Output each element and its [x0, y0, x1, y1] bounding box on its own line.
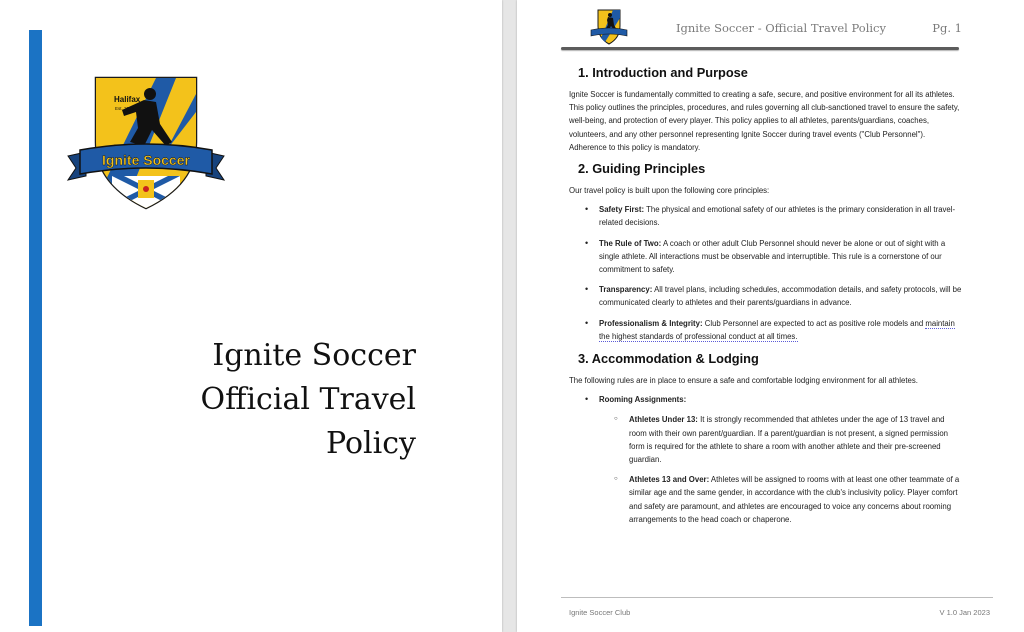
list-item — [599, 237, 964, 277]
cover-title — [96, 334, 416, 466]
header-title: Ignite Soccer - Official Travel Policy — [676, 21, 886, 35]
rooming-sublist — [599, 413, 964, 526]
cover-accent-bar — [29, 30, 42, 626]
item-text: It is strongly recommended that athletes under the age of 13 travel and room with their own parent/guardian. If a parent/guardian is not present, a signed permission form is required for the athlete to share a room with another athlete and their pre-screened guardian. — [629, 415, 948, 465]
crest-banner-text: Ignite Soccer — [102, 152, 190, 168]
principles-intro: Our travel policy is built upon the following core principles: — [569, 186, 770, 196]
item-label: Professionalism & Integrity: — [599, 318, 703, 328]
cover-title-line: Ignite Soccer — [212, 338, 416, 373]
footer-version: V 1.0 Jan 2023 — [939, 608, 990, 617]
content-page — [517, 0, 1024, 632]
principles-list — [569, 203, 964, 343]
section-heading: 2. Guiding Principles — [578, 161, 706, 177]
item-label: Safety First: — [599, 205, 645, 215]
item-text: Club Personnel are expected to act as positive role models and — [704, 318, 924, 328]
list-item — [599, 393, 964, 526]
document-body — [569, 64, 964, 533]
item-label: Athletes Under 13: — [629, 415, 698, 425]
footer-club-name: Ignite Soccer Club — [569, 608, 631, 617]
cover-title-line: Policy — [326, 426, 416, 461]
item-text: The physical and emotional safety of our athletes is the primary consideration in all travel-related decisions. — [599, 205, 956, 228]
item-label: The Rule of Two: — [599, 238, 662, 248]
crest-est-text: Est. 2021 — [115, 106, 135, 111]
section-heading: 1. Introduction and Purpose — [578, 65, 748, 80]
item-text: All travel plans, including schedules, accommodation details, and safety protocols, will be communicated clearly to athletes and their parents/guardians in advance. — [599, 285, 962, 308]
intro-paragraph: Ignite Soccer is fundamentally committed to creating a safe, secure, and positive environment for all its athletes. This policy outlines the principles, procedures, and rules governing all club-sanctioned travel to ensure the safety, well-being, and protection of every player. This policy applies to all athletes, parents/guardians, coaches, volunteers, and any other personnel representing Ignite Soccer during travel events ("Club Personnel"). Adherence to this policy is mandatory. — [569, 90, 960, 152]
cover-page — [0, 0, 502, 632]
header-page-number: Pg. 1 — [932, 21, 962, 35]
accommodation-intro: The following rules are in place to ensure a safe and comfortable lodging environment for all athletes. — [569, 376, 918, 386]
list-item — [599, 317, 964, 343]
header-crest-icon — [589, 8, 629, 46]
sub-list-item — [629, 413, 964, 466]
section-heading: 3. Accommodation & Lodging — [578, 351, 759, 367]
header-divider — [561, 47, 959, 50]
ignite-soccer-crest-icon — [64, 72, 228, 212]
item-label: Transparency: — [599, 285, 653, 295]
list-item — [599, 283, 964, 309]
item-label: Athletes 13 and Over: — [629, 475, 710, 485]
crest-top-text: Halifax — [114, 95, 141, 104]
item-label: Rooming Assignments: — [599, 395, 687, 405]
item-text: A coach or other adult Club Personnel should never be alone or out of sight with a single athlete. All interactions must be observable and interruptible. This rule is a cornerstone of our commitment to safety. — [599, 238, 946, 275]
cover-title-line: Official Travel — [200, 382, 416, 417]
grammar-flagged-text: maintain the highest standards of professional conduct at all times. — [599, 318, 955, 341]
sub-list-item — [629, 473, 964, 526]
accommodation-list — [569, 393, 964, 526]
footer-divider — [561, 597, 993, 598]
list-item — [599, 203, 964, 229]
item-text: Athletes will be assigned to rooms with at least one other teammate of a similar age and the same gender, in accordance with the club's inclusivity policy. Player comfort and safety are paramount, and athletes are encouraged to voice any concerns about rooming arrangements to the head coach or chaperone. — [629, 475, 960, 524]
